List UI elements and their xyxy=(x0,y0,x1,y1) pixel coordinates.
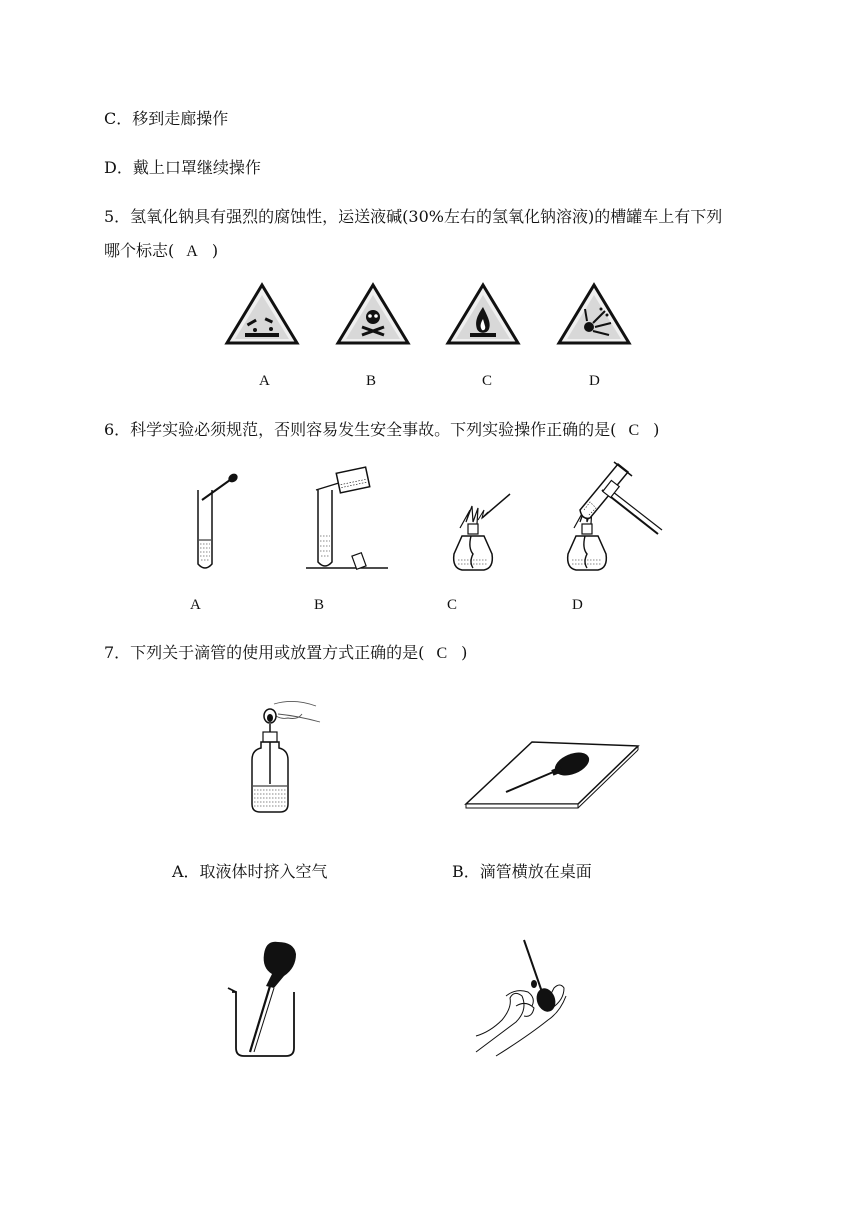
q5-answer: A xyxy=(186,243,198,260)
option-c: C．移到走廊操作 xyxy=(104,109,229,128)
q6-prefix: 6．科学实验必须规范，否则容易发生安全事故。下列实验操作正确的是( xyxy=(104,420,617,439)
lighting-alcohol-lamp-figure xyxy=(440,488,516,576)
corrosive-sign-icon xyxy=(225,283,299,345)
q7-answer: C xyxy=(436,645,448,662)
q6-label-d: D xyxy=(572,597,583,613)
heating-test-tube-figure xyxy=(552,458,664,576)
q6-label-a: A xyxy=(190,597,201,613)
dropper-in-bottle-figure xyxy=(244,698,324,818)
q5-label-b: B xyxy=(366,373,377,389)
q5-label-a: A xyxy=(259,373,270,389)
q5-label-d: D xyxy=(589,373,600,389)
q7-prefix: 7．下列关于滴管的使用或放置方式正确的是( xyxy=(104,643,425,662)
q6-text xyxy=(104,419,659,442)
pouring-liquid-figure xyxy=(302,466,392,576)
dropper-on-table-figure xyxy=(462,738,642,810)
q5-prefix: 哪个标志( xyxy=(104,241,175,260)
q7-caption-a: A．取液体时挤入空气 xyxy=(172,862,328,881)
dropper-into-test-tube-figure xyxy=(192,472,242,572)
explosive-sign-icon xyxy=(557,283,631,345)
dropper-held-inverted-figure xyxy=(476,936,586,1060)
toxic-skull-sign-icon xyxy=(336,283,410,345)
q6-label-b: B xyxy=(314,597,325,613)
q6-label-c: C xyxy=(447,597,458,613)
q5-text-line2 xyxy=(104,240,218,263)
q5-label-c: C xyxy=(482,373,493,389)
q5-text-line1: 5．氢氧化钠具有强烈的腐蚀性，运送液碱(30%左右的氢氧化钠溶液)的槽罐车上有下列 xyxy=(104,207,723,226)
q6-suffix: ) xyxy=(653,420,660,439)
q6-answer: C xyxy=(628,422,640,439)
q7-text xyxy=(104,642,467,665)
dropper-in-beaker-figure xyxy=(224,936,324,1060)
option-d: D．戴上口罩继续操作 xyxy=(104,158,261,177)
flammable-flame-sign-icon xyxy=(446,283,520,345)
q7-caption-b: B．滴管横放在桌面 xyxy=(452,862,592,881)
q7-suffix: ) xyxy=(461,643,468,662)
q5-suffix: ) xyxy=(211,241,219,260)
